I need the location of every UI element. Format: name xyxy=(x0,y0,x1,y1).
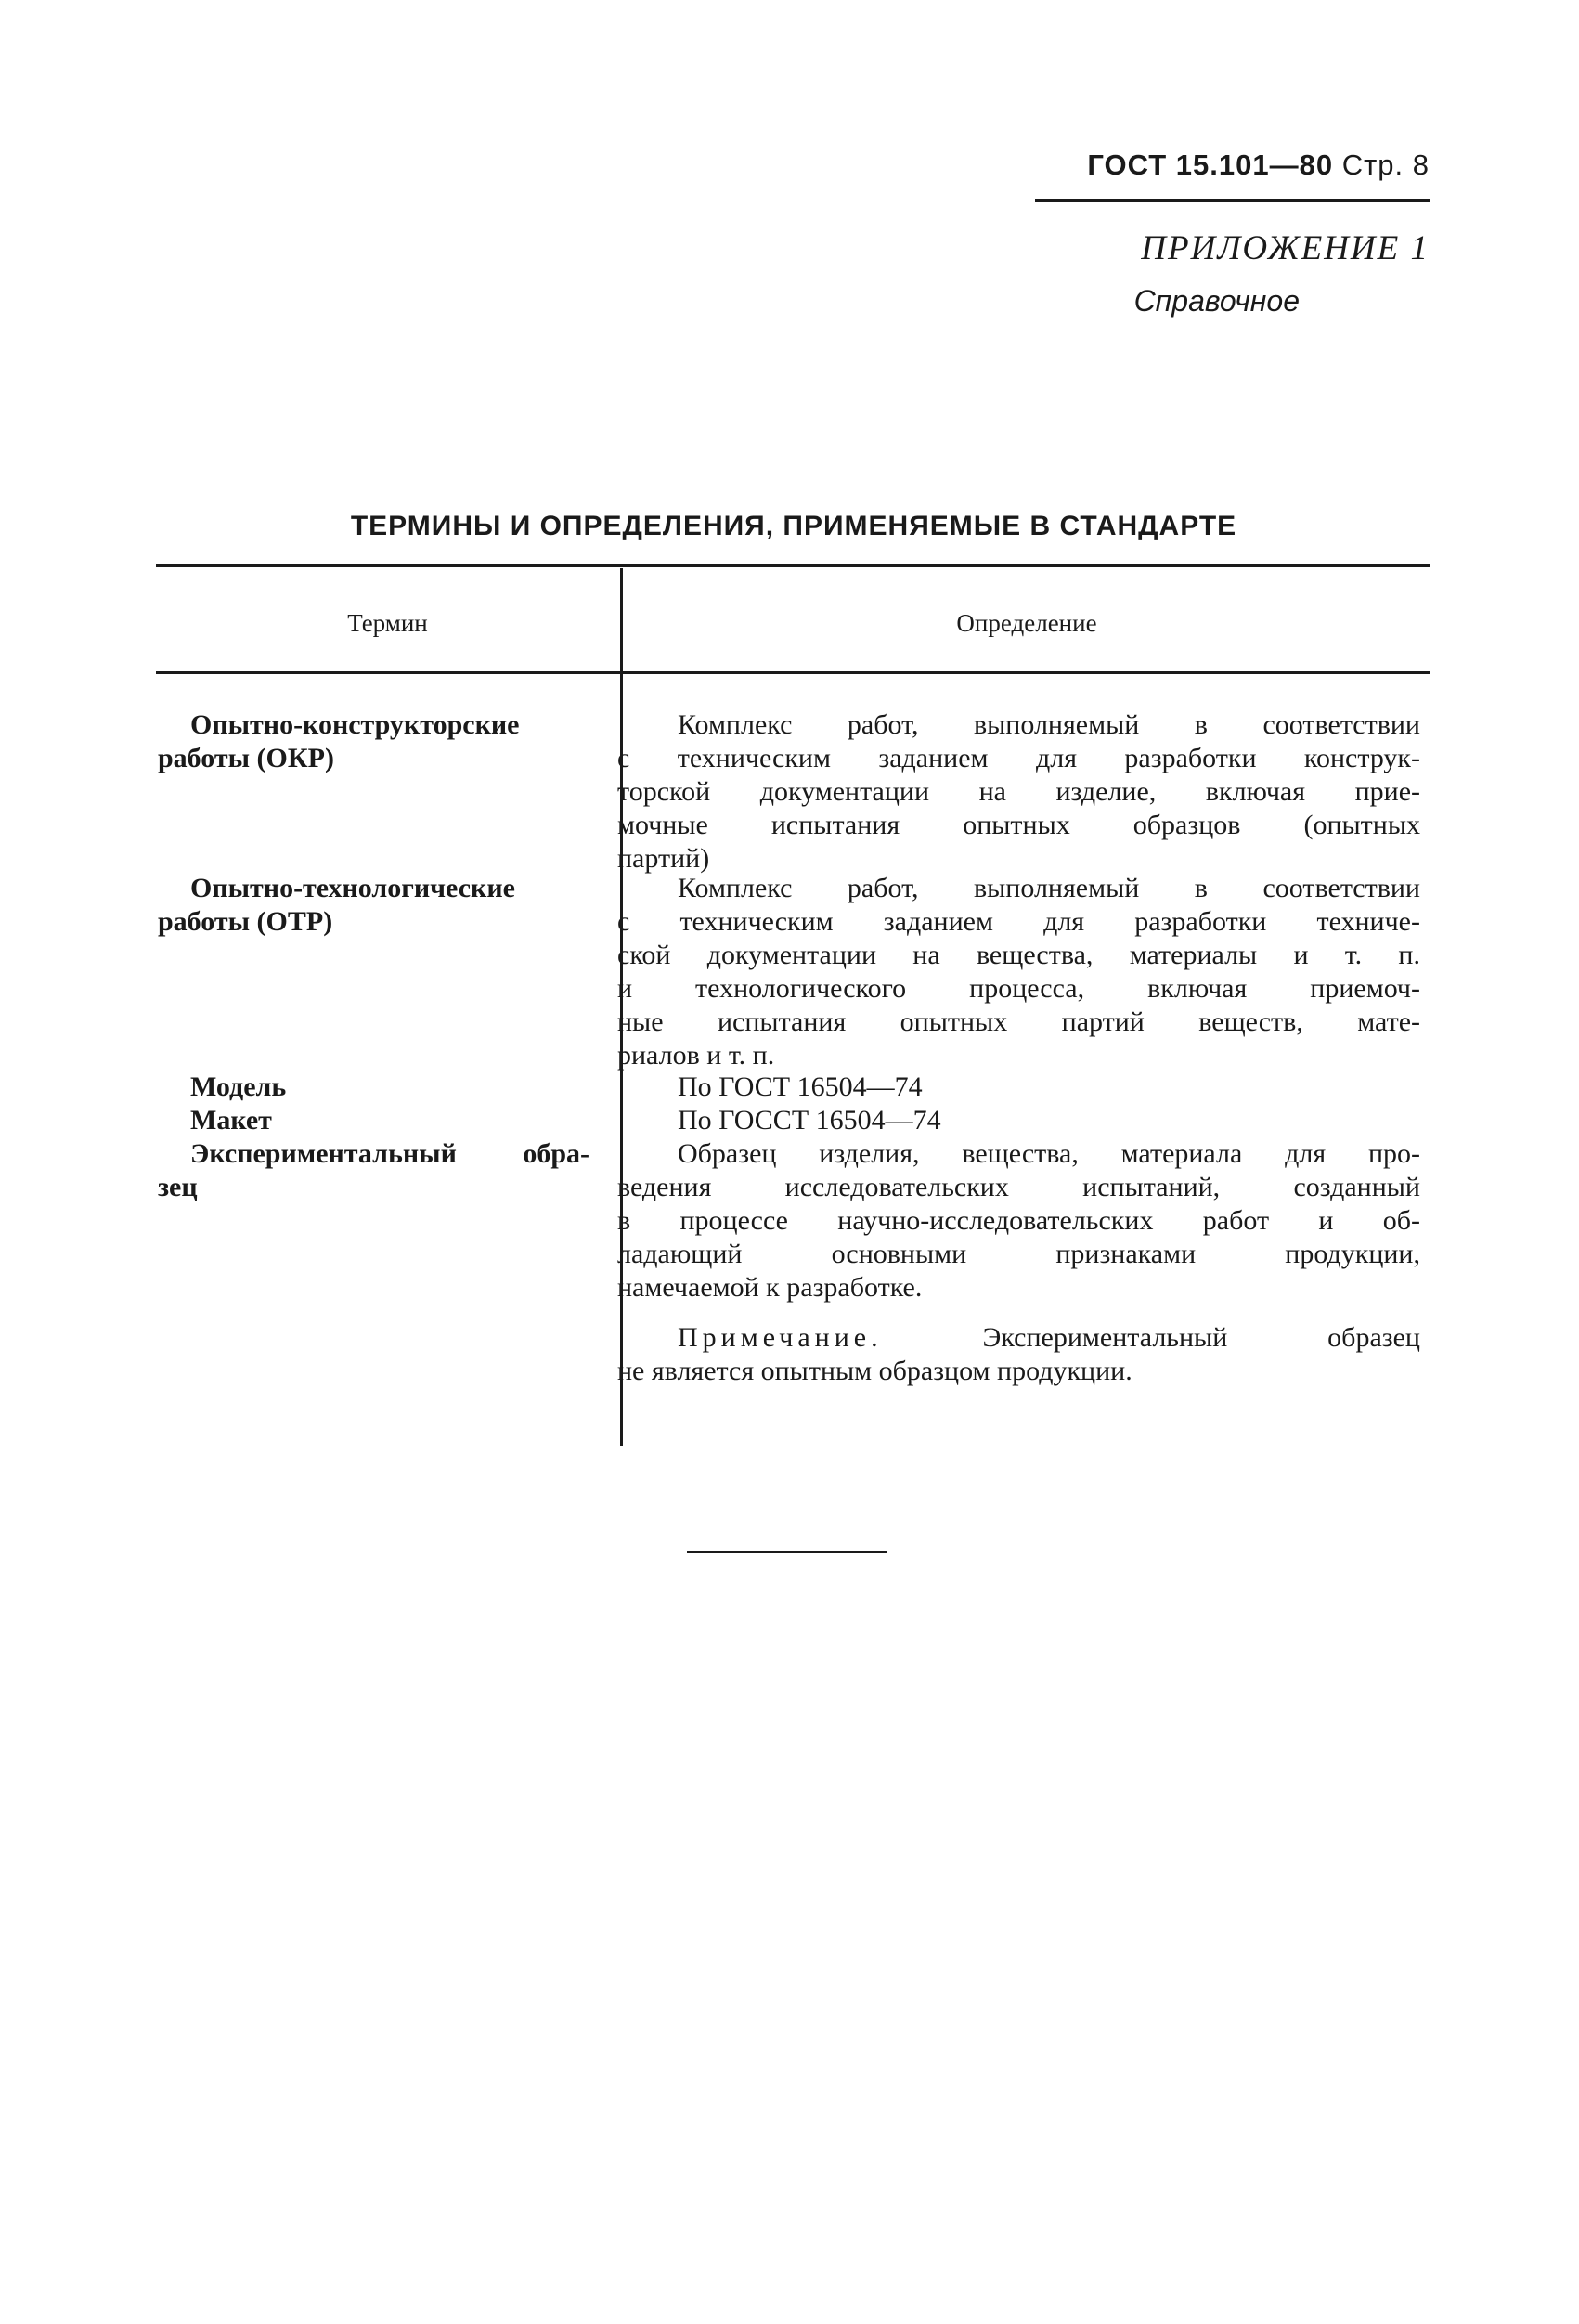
definition-line: партий) xyxy=(617,843,710,874)
definition-model xyxy=(641,1071,1420,1104)
note-text: Экспериментальный образец xyxy=(982,1322,1420,1353)
definition-mockup xyxy=(641,1104,1420,1137)
appendix-status: Справочное xyxy=(1133,284,1300,318)
end-rule xyxy=(687,1551,887,1553)
definition-line: Комплекс работ, выполняемый в соответствии xyxy=(678,873,1420,903)
column-header-term: Термин xyxy=(347,609,428,637)
term-line: Модель xyxy=(190,1071,287,1102)
table-header-rule xyxy=(156,671,1430,674)
term-line: Экспериментальный обра- xyxy=(190,1138,589,1169)
header-rule xyxy=(1035,199,1430,202)
page-number: Стр. 8 xyxy=(1341,149,1430,181)
definition-line: По ГОССТ 16504—74 xyxy=(678,1105,941,1136)
table-top-rule xyxy=(156,564,1430,567)
definition-line: ладающий основными признаками продукции, xyxy=(617,1239,1420,1269)
definition-otr xyxy=(617,872,1420,1072)
note-line xyxy=(641,1321,1420,1355)
definition-line: ведения исследовательских испытаний, созданный xyxy=(617,1172,1420,1202)
standard-number: ГОСТ 15.101—80 xyxy=(1087,149,1334,181)
term-okr xyxy=(158,708,520,775)
document-title: ТЕРМИНЫ И ОПРЕДЕЛЕНИЯ, ПРИМЕНЯЕМЫЕ В СТАНДАРТЕ xyxy=(350,511,1237,541)
table-note xyxy=(617,1321,1420,1388)
term-line: работы (ОТР) xyxy=(158,906,333,937)
term-model xyxy=(190,1071,286,1104)
definition-line: с техническим заданием для разработки техниче- xyxy=(617,906,1420,937)
definition-line: в процессе научно-исследовательских работ и об- xyxy=(617,1205,1420,1236)
definition-line: с техническим заданием для разработки конструк- xyxy=(617,743,1420,773)
definition-line: Образец изделия, вещества, материала для про- xyxy=(678,1138,1420,1169)
definition-line: торской документации на изделие, включая прие- xyxy=(617,776,1420,807)
term-otr xyxy=(158,872,515,939)
definition-okr xyxy=(617,708,1420,876)
term-line: зец xyxy=(158,1172,198,1202)
definition-line: риалов и т. п. xyxy=(617,1040,775,1071)
note-line: не является опытным образцом продукции. xyxy=(617,1356,1132,1386)
definition-line: Комплекс работ, выполняемый в соответствии xyxy=(678,709,1420,740)
definition-line: и технологического процесса, включая приемоч- xyxy=(617,973,1420,1004)
term-experimental-sample xyxy=(158,1137,589,1204)
definition-line: намечаемой к разработке. xyxy=(617,1272,923,1303)
term-line: Опытно-конструкторские xyxy=(190,709,520,740)
definition-experimental-sample xyxy=(617,1137,1420,1305)
appendix-title: ПРИЛОЖЕНИЕ 1 xyxy=(1141,229,1430,267)
definition-line: По ГОСТ 16504—74 xyxy=(678,1071,923,1102)
note-label: Примечание. xyxy=(678,1322,883,1353)
page-header xyxy=(1003,149,1430,204)
term-line: Макет xyxy=(190,1105,272,1136)
definition-line: ные испытания опытных партий веществ, мате- xyxy=(617,1006,1420,1037)
column-header-definition: Определение xyxy=(956,609,1097,637)
term-mockup xyxy=(190,1104,272,1137)
term-line: Опытно-технологические xyxy=(190,873,515,903)
definition-line: мочные испытания опытных образцов (опытных xyxy=(617,810,1420,840)
term-line: работы (ОКР) xyxy=(158,743,334,773)
definition-line: ской документации на вещества, материалы и т. п. xyxy=(617,940,1420,970)
